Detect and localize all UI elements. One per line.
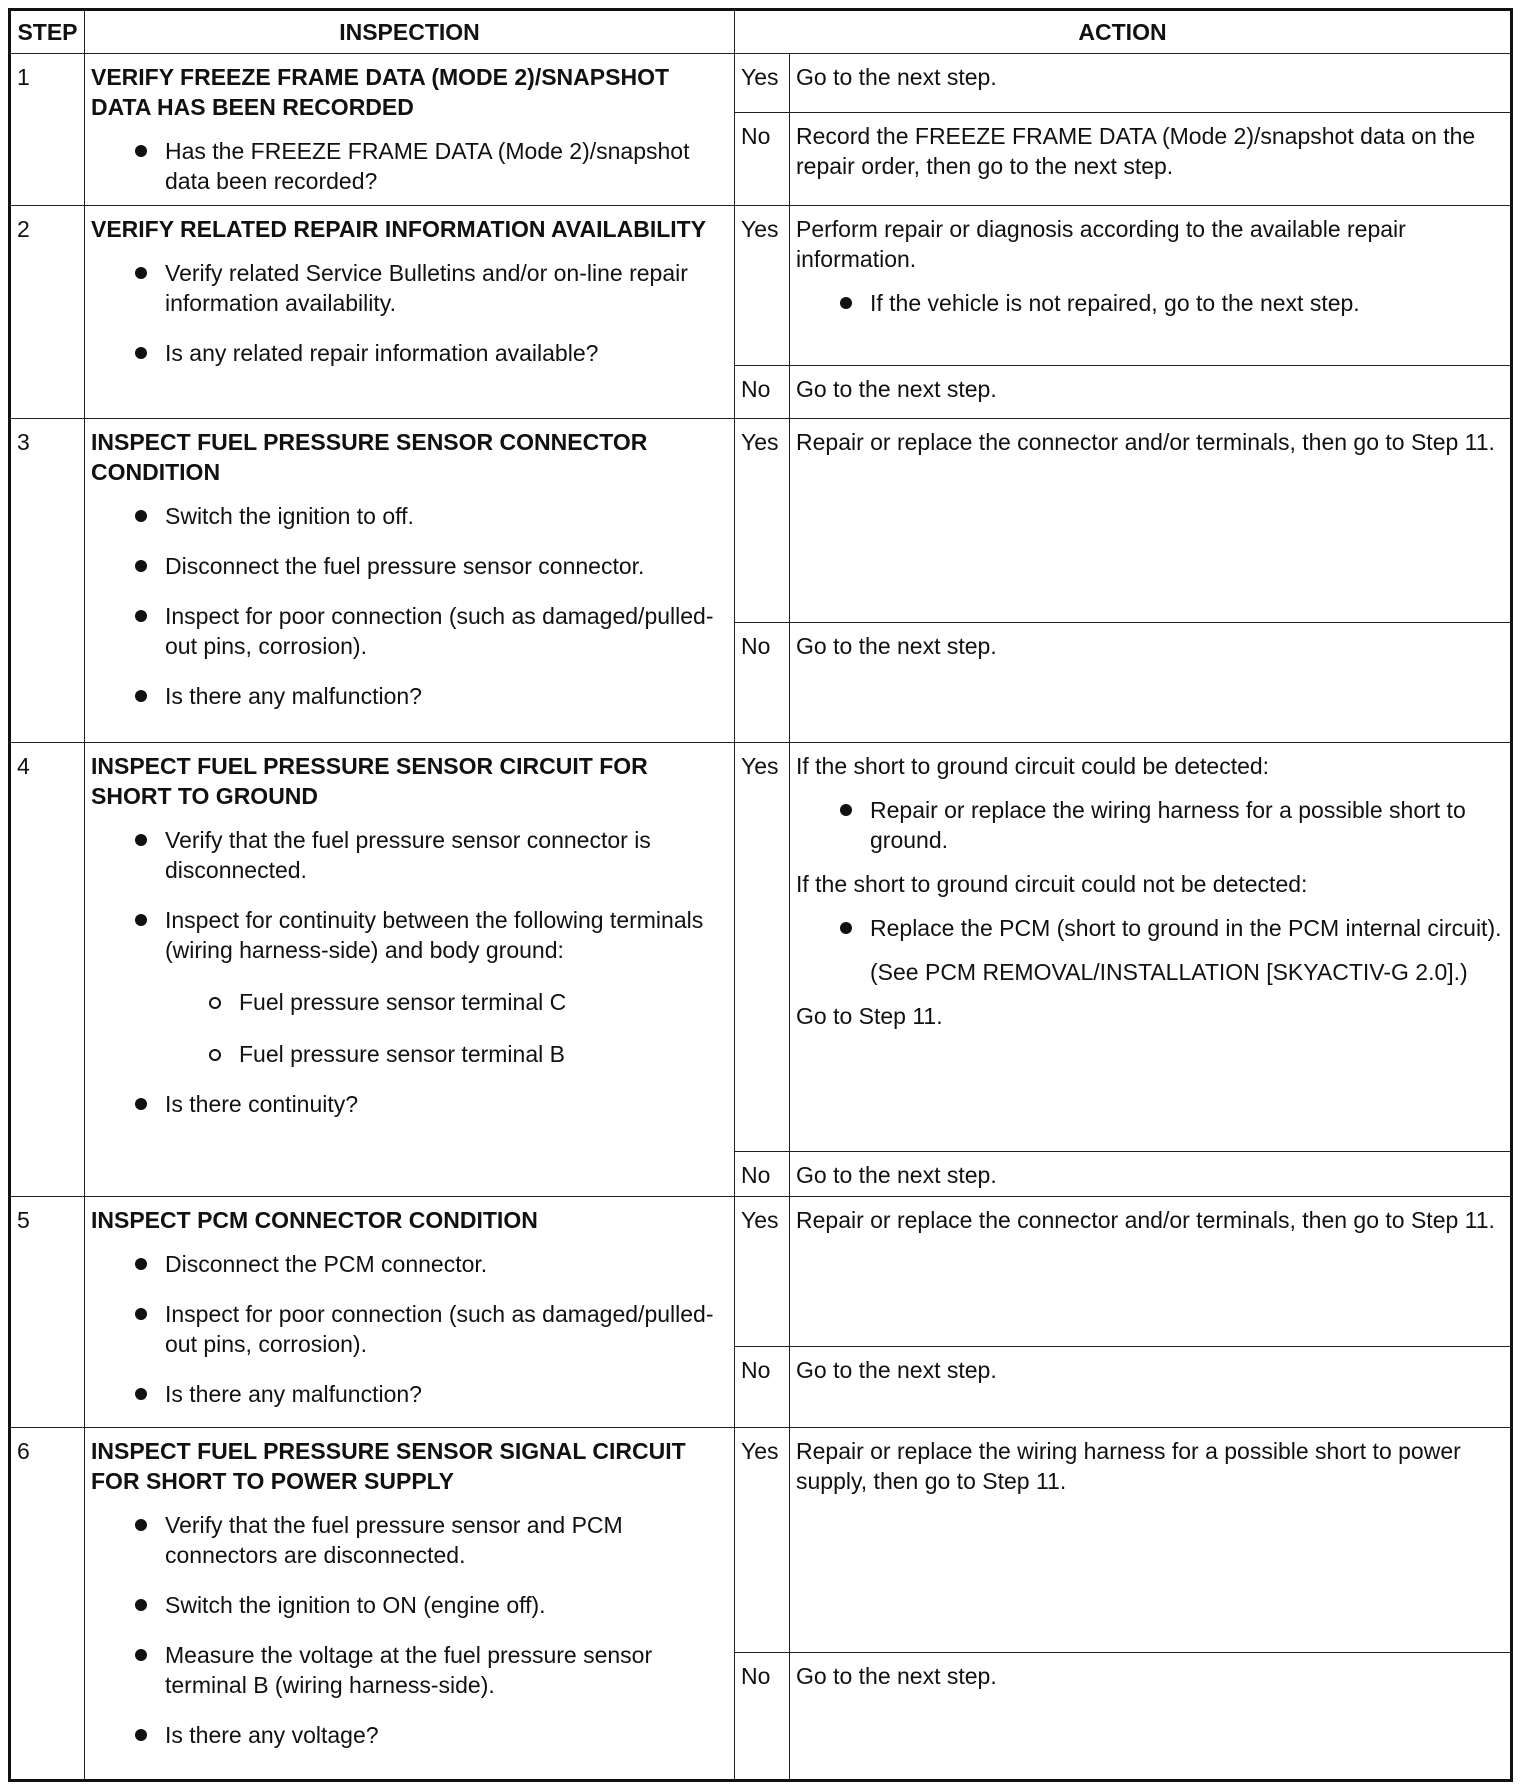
step-4-yes-label: Yes bbox=[735, 742, 790, 1151]
step-4-yes-row bbox=[10, 742, 1512, 1151]
step-5-no-action bbox=[790, 1347, 1512, 1428]
step-4-bullet bbox=[133, 905, 728, 1069]
step-4-yes-bullet-list-2 bbox=[796, 913, 1504, 943]
step-1-no-label: No bbox=[735, 112, 790, 205]
step-5-no-label: No bbox=[735, 1347, 790, 1428]
step-6-bullet: Is there any voltage? bbox=[133, 1720, 728, 1750]
step-3-inspection bbox=[85, 418, 735, 742]
step-3-yes-row bbox=[10, 418, 1512, 623]
step-4-bullet-list bbox=[91, 825, 728, 1119]
step-2-yes-label: Yes bbox=[735, 205, 790, 365]
step-3-bullet: Switch the ignition to off. bbox=[133, 501, 728, 531]
step-column-header: STEP bbox=[10, 10, 85, 54]
step-5-bullet-list bbox=[91, 1249, 728, 1409]
step-2-yes-bullet-list bbox=[796, 288, 1504, 318]
step-5-bullet: Inspect for poor connection (such as damaged/pulled-out pins, corrosion). bbox=[133, 1299, 728, 1359]
step-4-bullet: Verify that the fuel pressure sensor connector is disconnected. bbox=[133, 825, 728, 885]
step-6-number: 6 bbox=[10, 1428, 85, 1781]
step-5-bullet: Disconnect the PCM connector. bbox=[133, 1249, 728, 1279]
inspection-column-header: INSPECTION bbox=[85, 10, 735, 54]
step-3-bullet: Disconnect the fuel pressure sensor connector. bbox=[133, 551, 728, 581]
step-5-yes-action-text: Repair or replace the connector and/or terminals, then go to Step 11. bbox=[796, 1207, 1495, 1234]
step-4-yes-final: Go to Step 11. bbox=[796, 1002, 943, 1029]
step-2-yes-action bbox=[790, 205, 1512, 365]
step-3-yes-action bbox=[790, 418, 1512, 623]
step-6-inspection bbox=[85, 1428, 735, 1781]
step-5-number: 5 bbox=[10, 1197, 85, 1428]
step-2-yes-row bbox=[10, 205, 1512, 365]
step-6-no-action-text: Go to the next step. bbox=[796, 1663, 997, 1690]
step-4-yes-intro-1: If the short to ground circuit could be detected: bbox=[796, 752, 1270, 779]
step-4-sub-bullet: Fuel pressure sensor terminal B bbox=[207, 1039, 728, 1069]
step-4-no-action-text: Go to the next step. bbox=[796, 1161, 997, 1188]
step-4-no-action bbox=[790, 1151, 1512, 1197]
step-5-no-action-text: Go to the next step. bbox=[796, 1357, 997, 1384]
step-5-yes-action bbox=[790, 1197, 1512, 1347]
step-1-no-action-text: Record the FREEZE FRAME DATA (Mode 2)/snapshot data on the repair order, then go to the next step. bbox=[796, 122, 1476, 179]
step-6-no-label: No bbox=[735, 1653, 790, 1781]
step-5-inspection bbox=[85, 1197, 735, 1428]
step-1-inspection bbox=[85, 54, 735, 206]
step-5-title: INSPECT PCM CONNECTOR CONDITION bbox=[91, 1207, 538, 1234]
diagnostic-table bbox=[8, 8, 1513, 1782]
step-5-yes-row bbox=[10, 1197, 1512, 1347]
step-4-yes-bullet: Repair or replace the wiring harness for a possible short to ground. bbox=[838, 795, 1504, 855]
step-6-bullet: Switch the ignition to ON (engine off). bbox=[133, 1590, 728, 1620]
step-1-bullet: Has the FREEZE FRAME DATA (Mode 2)/snapshot data been recorded? bbox=[133, 136, 728, 196]
step-2-bullet: Is any related repair information available? bbox=[133, 338, 728, 368]
step-4-sub-bullet: Fuel pressure sensor terminal C bbox=[207, 987, 728, 1017]
step-6-yes-action-text: Repair or replace the wiring harness for a possible short to power supply, then go to Step 11. bbox=[796, 1438, 1461, 1495]
step-3-bullet-list bbox=[91, 501, 728, 711]
step-4-number: 4 bbox=[10, 742, 85, 1197]
step-2-bullet-list bbox=[91, 258, 728, 368]
step-4-sub-bullet-list bbox=[165, 987, 728, 1069]
step-6-bullet: Measure the voltage at the fuel pressure sensor terminal B (wiring harness-side). bbox=[133, 1640, 728, 1700]
step-2-no-label: No bbox=[735, 365, 790, 418]
step-2-no-action bbox=[790, 365, 1512, 418]
step-1-title: VERIFY FREEZE FRAME DATA (MODE 2)/SNAPSHOT DATA HAS BEEN RECORDED bbox=[91, 64, 670, 120]
step-4-title: INSPECT FUEL PRESSURE SENSOR CIRCUIT FOR SHORT TO GROUND bbox=[91, 752, 648, 809]
step-3-no-action-text: Go to the next step. bbox=[796, 633, 997, 660]
step-3-no-label: No bbox=[735, 623, 790, 743]
step-6-yes-label: Yes bbox=[735, 1428, 790, 1653]
step-2-yes-bullet: If the vehicle is not repaired, go to the next step. bbox=[838, 288, 1504, 318]
step-6-yes-action bbox=[790, 1428, 1512, 1653]
step-2-number: 2 bbox=[10, 205, 85, 418]
step-1-yes-action bbox=[790, 54, 1512, 113]
step-1-number: 1 bbox=[10, 54, 85, 206]
step-3-number: 3 bbox=[10, 418, 85, 742]
step-1-no-action bbox=[790, 112, 1512, 205]
step-3-bullet: Is there any malfunction? bbox=[133, 681, 728, 711]
step-4-yes-bullet: Replace the PCM (short to ground in the PCM internal circuit). bbox=[838, 913, 1504, 943]
step-1-bullet-list bbox=[91, 136, 728, 196]
step-5-bullet: Is there any malfunction? bbox=[133, 1379, 728, 1409]
step-5-yes-label: Yes bbox=[735, 1197, 790, 1347]
step-4-bullet: Is there continuity? bbox=[133, 1089, 728, 1119]
step-2-inspection bbox=[85, 205, 735, 418]
step-1-yes-action-text: Go to the next step. bbox=[796, 64, 997, 90]
step-6-bullet: Verify that the fuel pressure sensor and PCM connectors are disconnected. bbox=[133, 1510, 728, 1570]
step-6-title: INSPECT FUEL PRESSURE SENSOR SIGNAL CIRCUIT FOR SHORT TO POWER SUPPLY bbox=[91, 1438, 686, 1495]
step-2-yes-action-text: Perform repair or diagnosis according to the available repair information. bbox=[796, 215, 1406, 272]
step-4-yes-action bbox=[790, 742, 1512, 1151]
step-4-bullet-text: Inspect for continuity between the following terminals (wiring harness-side) and body ground: bbox=[165, 906, 704, 963]
step-4-yes-bullet-list-1 bbox=[796, 795, 1504, 855]
step-2-bullet: Verify related Service Bulletins and/or on-line repair information availability. bbox=[133, 258, 728, 318]
step-3-bullet: Inspect for poor connection (such as damaged/pulled-out pins, corrosion). bbox=[133, 601, 728, 661]
table-header-row bbox=[10, 10, 1512, 54]
step-3-no-action bbox=[790, 623, 1512, 743]
step-2-title: VERIFY RELATED REPAIR INFORMATION AVAILABILITY bbox=[91, 215, 707, 242]
step-3-yes-action-text: Repair or replace the connector and/or terminals, then go to Step 11. bbox=[796, 428, 1495, 455]
step-6-bullet-list bbox=[91, 1510, 728, 1750]
step-6-no-action bbox=[790, 1653, 1512, 1781]
action-column-header: ACTION bbox=[735, 10, 1512, 54]
step-4-inspection bbox=[85, 742, 735, 1197]
step-4-no-label: No bbox=[735, 1151, 790, 1197]
step-3-yes-label: Yes bbox=[735, 418, 790, 623]
step-4-yes-reference-note: (See PCM REMOVAL/INSTALLATION [SKYACTIV-G 2.0].) bbox=[870, 958, 1468, 985]
step-3-title: INSPECT FUEL PRESSURE SENSOR CONNECTOR CONDITION bbox=[91, 428, 648, 485]
step-2-no-action-text: Go to the next step. bbox=[796, 375, 997, 402]
step-4-yes-intro-2: If the short to ground circuit could not be detected: bbox=[796, 870, 1308, 897]
step-6-yes-row bbox=[10, 1428, 1512, 1653]
step-1-yes-row bbox=[10, 54, 1512, 113]
diagnostic-procedure-page bbox=[8, 8, 1513, 1782]
step-1-yes-label: Yes bbox=[735, 54, 790, 113]
